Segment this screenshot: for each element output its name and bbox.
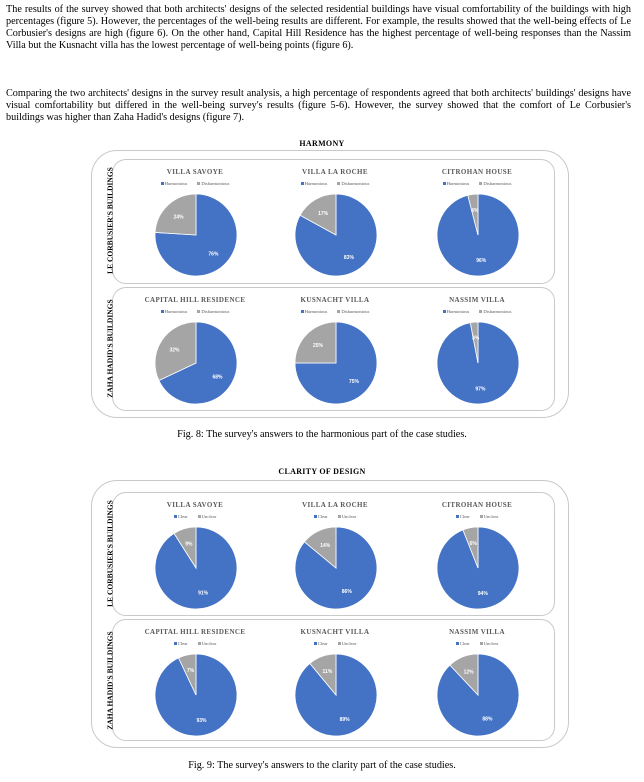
legend-swatch — [338, 515, 341, 518]
pie-legend — [407, 641, 547, 646]
legend-swatch — [480, 642, 483, 645]
pie-title: CAPITAL HILL RESIDENCE — [144, 296, 246, 304]
pie-title: VILLA SAVOYE — [166, 501, 224, 509]
figure-caption: Fig. 9: The survey's answers to the clarity part of the case studies. — [188, 760, 456, 771]
pie-data-label: 94% — [477, 591, 488, 597]
legend-label: Clear — [177, 641, 188, 646]
legend-swatch — [197, 182, 200, 185]
pie-title: VILLA SAVOYE — [166, 168, 224, 176]
group-label: LE CORBUSIER'S BUILDINGS — [105, 500, 115, 607]
legend-label: Unclear — [341, 641, 357, 646]
pie-legend — [125, 181, 265, 186]
legend-label: Disharmonious — [341, 309, 370, 314]
pie-title: CITROHAN HOUSE — [441, 501, 513, 509]
pie-chart — [436, 321, 520, 405]
pie-data-label: 93% — [196, 717, 207, 724]
pie-chart — [154, 193, 238, 277]
paragraph-2: Comparing the two architects' designs in the survey result analysis, a high percentage of respondents agreed that both architects' buildings' designs have visual comfortability but differed in the well-being survey's results (figure 5-6). However, the survey showed that the comfort of Le Corbusier's buildings was higher than Zaha Hadid's designs (figure 7). — [6, 88, 631, 124]
pie-legend — [407, 514, 547, 519]
legend-swatch — [456, 515, 459, 518]
legend-label: Disharmonious — [483, 309, 512, 314]
legend-swatch — [443, 310, 446, 313]
legend-label: Harmonious — [446, 309, 470, 314]
pie-title: CAPITAL HILL RESIDENCE — [144, 628, 246, 636]
pie-data-label: 11% — [322, 669, 333, 676]
group-row — [105, 492, 555, 616]
pie-data-label: 6% — [469, 541, 477, 547]
pie-legend — [125, 514, 265, 519]
pie-chart — [436, 193, 520, 277]
pie-title: VILLA LA ROCHE — [302, 168, 368, 176]
legend-label: Harmonious — [164, 181, 188, 186]
legend-swatch — [197, 310, 200, 313]
pie-legend — [125, 641, 265, 646]
legend-label: Clear — [317, 514, 328, 519]
figure-title: HARMONY — [299, 139, 345, 148]
pie-data-label: 12% — [463, 669, 474, 676]
legend-swatch — [301, 310, 304, 313]
legend-label: Harmonious — [304, 181, 328, 186]
pie-data-label: 88% — [482, 716, 493, 723]
pie-data-label: 96% — [476, 258, 487, 265]
pie-legend — [407, 181, 547, 186]
figure-frame — [91, 150, 569, 418]
pie-data-label: 91% — [198, 590, 209, 597]
pie-chart — [154, 526, 238, 610]
legend-swatch — [174, 515, 177, 518]
pie-legend — [265, 514, 405, 519]
pie-chart — [154, 321, 238, 405]
pie-chart — [294, 193, 378, 277]
legend-label: Harmonious — [446, 181, 470, 186]
pie-legend — [407, 309, 547, 314]
pie-chart — [436, 653, 520, 737]
group-row — [105, 619, 555, 741]
legend-label: Harmonious — [164, 309, 188, 314]
pie-title: CITROHAN HOUSE — [441, 168, 513, 176]
legend-label: Clear — [459, 514, 470, 519]
legend-swatch — [174, 642, 177, 645]
legend-label: Disharmonious — [201, 309, 230, 314]
legend-swatch — [198, 642, 201, 645]
pie-title: KUSNACHT VILLA — [300, 628, 370, 636]
legend-swatch — [443, 182, 446, 185]
group-row — [105, 159, 555, 284]
figure-title: CLARITY OF DESIGN — [278, 467, 366, 476]
figure-caption: Fig. 8: The survey's answers to the harmonious part of the case studies. — [177, 429, 467, 440]
pie-data-label: 3% — [471, 335, 480, 342]
pie-legend — [265, 181, 405, 186]
pie-data-label: 76% — [208, 251, 219, 258]
pie-legend — [265, 641, 405, 646]
pie-title: KUSNACHT VILLA — [300, 296, 370, 304]
pie-chart — [294, 321, 378, 405]
pie-data-label: 75% — [348, 379, 360, 385]
group-row — [105, 287, 555, 411]
pie-data-label: 97% — [475, 386, 486, 393]
legend-swatch — [314, 515, 317, 518]
pie-data-label: 14% — [320, 543, 331, 549]
legend-label: Unclear — [483, 514, 499, 519]
pie-data-label: 9% — [185, 541, 193, 548]
legend-label: Clear — [459, 641, 470, 646]
legend-swatch — [161, 182, 164, 185]
legend-swatch — [337, 310, 340, 313]
legend-label: Unclear — [341, 514, 357, 519]
pie-data-label: 89% — [339, 716, 350, 723]
legend-swatch — [456, 642, 459, 645]
legend-swatch — [480, 515, 483, 518]
group-label: LE CORBUSIER'S BUILDINGS — [105, 167, 115, 274]
paragraph-1: The results of the survey showed that both architects' designs of the selected residential buildings have visual comfortability of the buildings with high percentages (figure 5). However, the percentages of the well-being results are different. For example, the results showed that the well-being effects of Le Corbusier's designs are high (figure 6). On the other hand, Capital Hill Residence has the highest percentage of well-being responses than the Nassim Villa but the Kusnacht villa has the lowest percentage of well-being points (figure 6). — [6, 4, 631, 52]
pie-chart — [294, 653, 378, 737]
legend-label: Unclear — [201, 641, 217, 646]
legend-swatch — [161, 310, 164, 313]
pie-data-label: 25% — [312, 343, 324, 349]
pie-title: VILLA LA ROCHE — [302, 501, 368, 509]
pie-title: NASSIM VILLA — [449, 296, 505, 304]
legend-label: Unclear — [483, 641, 499, 646]
pie-data-label: 83% — [343, 254, 354, 261]
legend-label: Unclear — [201, 514, 217, 519]
pie-data-label: 86% — [341, 589, 352, 595]
pie-data-label: 68% — [212, 374, 223, 381]
group-label: ZAHA HADID'S BUILDINGS — [105, 299, 115, 398]
legend-swatch — [479, 310, 482, 313]
legend-label: Disharmonious — [201, 181, 230, 186]
legend-label: Harmonious — [304, 309, 328, 314]
pie-data-label: 4% — [471, 207, 479, 214]
legend-label: Disharmonious — [341, 181, 370, 186]
pie-data-label: 17% — [318, 211, 329, 218]
pie-data-label: 24% — [173, 214, 184, 221]
pie-legend — [125, 309, 265, 314]
pie-chart — [294, 526, 378, 610]
legend-swatch — [301, 182, 304, 185]
figure-frame — [91, 480, 569, 748]
legend-label: Clear — [317, 641, 328, 646]
legend-swatch — [314, 642, 317, 645]
legend-label: Clear — [177, 514, 188, 519]
pie-chart — [154, 653, 238, 737]
legend-swatch — [198, 515, 201, 518]
legend-swatch — [338, 642, 341, 645]
legend-label: Disharmonious — [483, 181, 512, 186]
pie-data-label: 7% — [186, 668, 195, 675]
pie-title: NASSIM VILLA — [449, 628, 505, 636]
legend-swatch — [479, 182, 482, 185]
pie-chart — [436, 526, 520, 610]
group-label: ZAHA HADID'S BUILDINGS — [105, 631, 115, 730]
pie-data-label: 32% — [169, 347, 180, 354]
pie-legend — [265, 309, 405, 314]
legend-swatch — [337, 182, 340, 185]
